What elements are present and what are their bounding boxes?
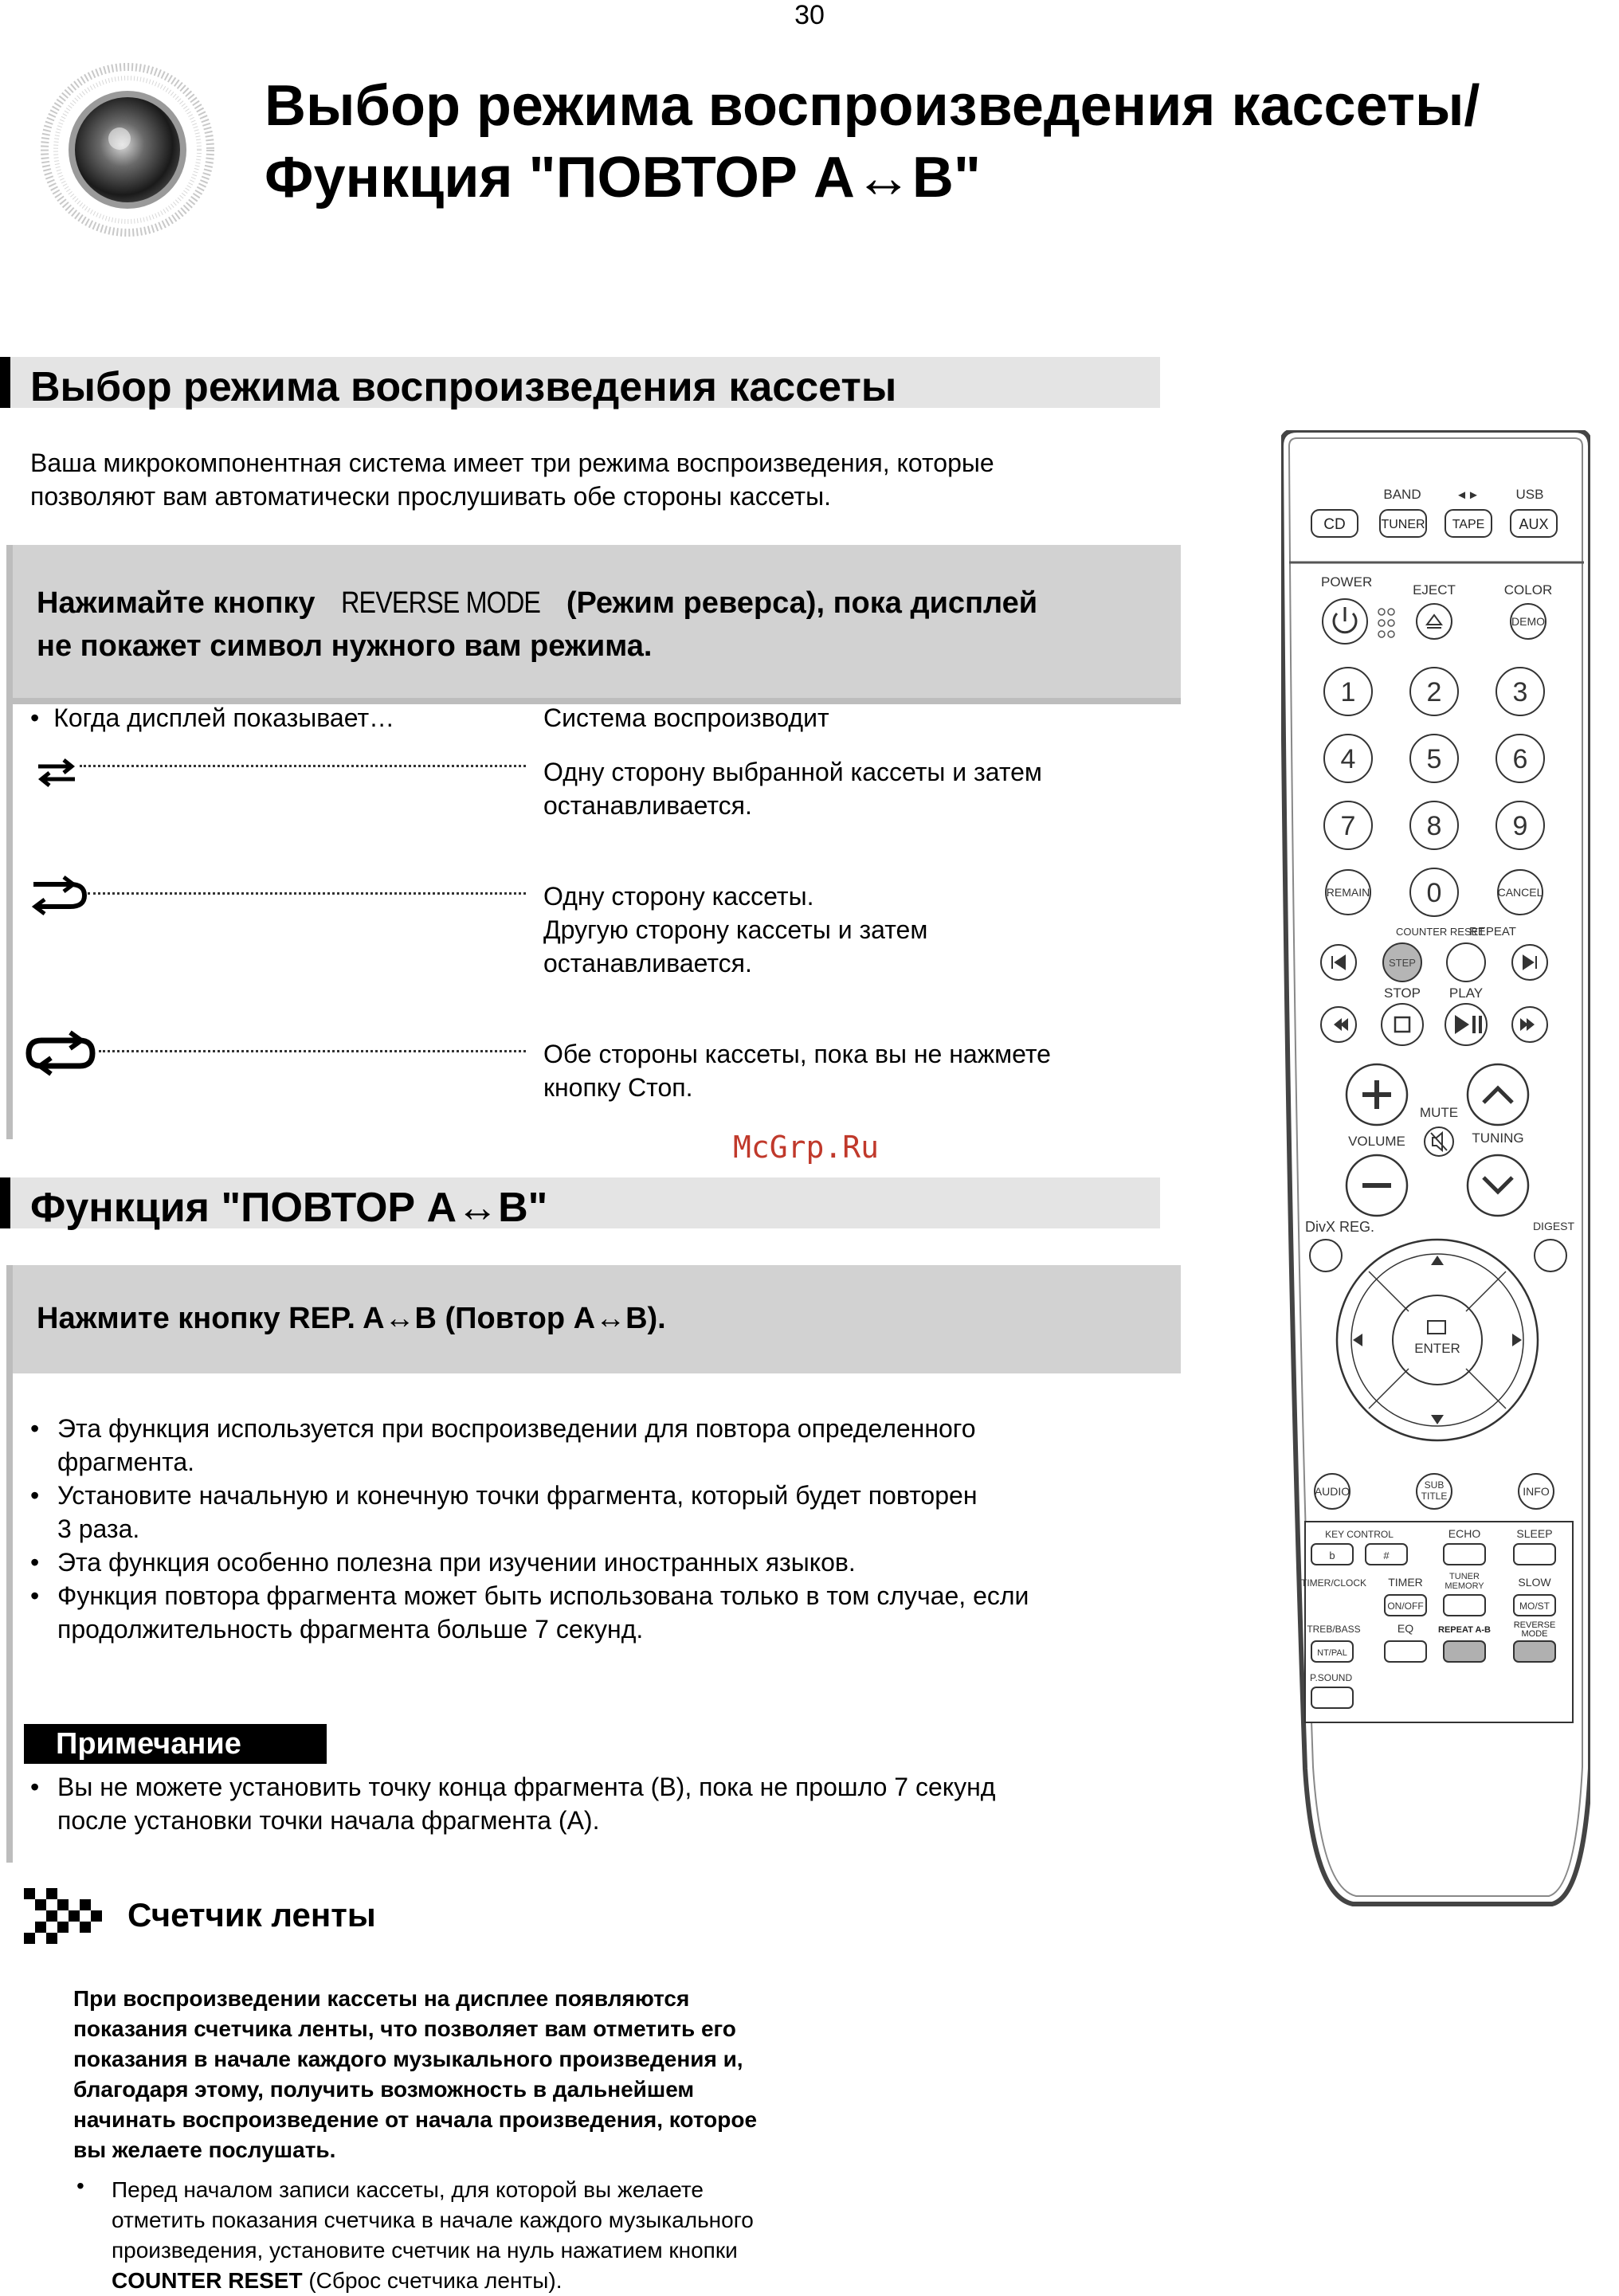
speaker-icon bbox=[40, 62, 215, 237]
list-item: • Эта функция особенно полезна при изучении иностранных языков. bbox=[24, 1546, 1171, 1579]
nt-pal-button: NT/PAL bbox=[1317, 1648, 1347, 1658]
digit-6: 6 bbox=[1512, 744, 1528, 774]
section-heading-playback-mode: Выбор режима воспроизведения кассеты bbox=[0, 357, 1160, 408]
tape-button: TAPE bbox=[1452, 518, 1485, 531]
section1-intro: Ваша микрокомпонентная система имеет три режима воспроизведения, которые позволяют вам автоматически прослушивать обе стороны кассеты. bbox=[30, 449, 994, 511]
echo-label: ECHO bbox=[1448, 1527, 1481, 1540]
timer-label: TIMER bbox=[1388, 1576, 1423, 1589]
note-label: Примечание bbox=[24, 1724, 327, 1764]
digit-3: 3 bbox=[1512, 677, 1528, 707]
digit-1: 1 bbox=[1340, 677, 1356, 707]
two-sides-once-icon bbox=[29, 873, 89, 918]
digest-label: DIGEST bbox=[1532, 1220, 1575, 1232]
section1-instruction-box bbox=[13, 545, 1181, 698]
section2-bullets bbox=[24, 1412, 1171, 1646]
dotted-leader bbox=[88, 892, 526, 895]
demo-button: DEMO bbox=[1511, 615, 1545, 628]
section2-instruction-box: Нажмите кнопку REP. A↔B (Повтор A↔B). bbox=[13, 1265, 1181, 1373]
audio-button: AUDIO bbox=[1314, 1485, 1350, 1498]
mo-st-button: MO/ST bbox=[1519, 1601, 1550, 1612]
tuning-label: TUNING bbox=[1472, 1130, 1524, 1146]
pixel-arrow-icon bbox=[24, 1888, 107, 1953]
continuous-icon bbox=[22, 1029, 99, 1077]
arrows-label: ◄► bbox=[1456, 488, 1480, 502]
one-side-icon bbox=[35, 754, 80, 793]
key-sharp-button: # bbox=[1383, 1550, 1390, 1561]
subtitle-button-2: TITLE bbox=[1421, 1491, 1448, 1502]
subtitle-button: SUB bbox=[1424, 1479, 1445, 1491]
power-label: POWER bbox=[1321, 574, 1373, 590]
mute-label: MUTE bbox=[1419, 1105, 1459, 1120]
digit-8: 8 bbox=[1426, 811, 1442, 841]
remote-control bbox=[1281, 430, 1590, 1912]
stop-label: STOP bbox=[1384, 985, 1421, 1001]
dotted-leader bbox=[80, 765, 526, 767]
cd-button: CD bbox=[1323, 516, 1346, 533]
section3-bullet: Перед началом записи кассеты, для которой вы желаете отметить показания счетчика в начале каждого музыкального произведения, установите счетчик на нуль нажатием кнопки COUNTER RESET (Сброс счетчика ленты). bbox=[112, 2177, 754, 2293]
eq-label: EQ bbox=[1397, 1622, 1414, 1635]
table-header-right: Система воспроизводит bbox=[543, 703, 829, 732]
volume-label: VOLUME bbox=[1348, 1134, 1405, 1149]
bullet-dot: • bbox=[76, 2173, 84, 2198]
treb-bass-label: TREB/BASS bbox=[1307, 1624, 1361, 1635]
section2-side-line bbox=[6, 1265, 13, 1863]
slow-label: SLOW bbox=[1518, 1576, 1551, 1589]
timer-clock-label: TIMER/CLOCK bbox=[1300, 1577, 1367, 1589]
section1-instruction: Нажимайте кнопку REVERSE MODE (Режим реверса), пока дисплей не покажет символ нужного вам режима. bbox=[37, 582, 1037, 668]
key-flat-button: b bbox=[1329, 1550, 1335, 1561]
page-number: 30 bbox=[794, 0, 825, 30]
section-heading-repeat-ab: Функция "ПОВТОР A↔B" bbox=[0, 1177, 1160, 1228]
step-button: STEP bbox=[1389, 957, 1416, 969]
page-title: Выбор режима воспроизведения кассеты/ Функция "ПОВТОР A↔B" bbox=[265, 74, 1480, 210]
sleep-label: SLEEP bbox=[1516, 1527, 1553, 1540]
tuner-button: TUNER bbox=[1381, 518, 1425, 531]
usb-label: USB bbox=[1515, 487, 1544, 502]
aux-button: AUX bbox=[1519, 516, 1549, 532]
on-off-button: ON/OFF bbox=[1387, 1601, 1424, 1612]
band-label: BAND bbox=[1383, 487, 1421, 502]
color-label: COLOR bbox=[1503, 582, 1553, 598]
reverse-mode-label-2: MODE bbox=[1521, 1629, 1548, 1639]
note-text bbox=[24, 1770, 1171, 1837]
cancel-button: CANCEL bbox=[1497, 886, 1543, 899]
counter-reset-key: COUNTER RESET bbox=[112, 2268, 303, 2293]
list-item: • Функция повтора фрагмента может быть использована только в том случае, если продолжительность фрагмента больше 7 секунд. bbox=[24, 1579, 1171, 1646]
mode-description: Одну сторону выбранной кассеты и затем останавливается. bbox=[543, 758, 1042, 820]
key-control-label: KEY CONTROL bbox=[1325, 1529, 1394, 1540]
digit-4: 4 bbox=[1340, 744, 1356, 774]
list-item: • Установите начальную и конечную точки фрагмента, который будет повторен 3 раза. bbox=[24, 1479, 1171, 1546]
section3-paragraph: При воспроизведении кассеты на дисплее появляются показания счетчика ленты, что позволяет вам отметить его показания в начале каждого музыкального произведения и, благодаря этому, получить возможность в дальнейшем начинать воспроизведение от начала произведения, которое вы желаете послушать. bbox=[73, 1986, 758, 2162]
list-item: • Эта функция используется при воспроизведении для повтора определенного фрагмента. bbox=[24, 1412, 1171, 1479]
watermark: McGrp.Ru bbox=[733, 1130, 880, 1165]
tuner-memory-label-2: MEMORY bbox=[1445, 1581, 1484, 1591]
play-label: PLAY bbox=[1448, 985, 1484, 1001]
digit-2: 2 bbox=[1426, 677, 1442, 707]
info-button: INFO bbox=[1523, 1485, 1550, 1498]
counter-reset-label: COUNTER RESET bbox=[1396, 926, 1485, 938]
enter-button: ENTER bbox=[1414, 1341, 1460, 1356]
p-sound-label: P.SOUND bbox=[1310, 1672, 1353, 1683]
reverse-mode-label: REVERSE bbox=[1513, 1620, 1556, 1630]
eject-label: EJECT bbox=[1413, 582, 1456, 598]
divx-label: DivX REG. bbox=[1305, 1219, 1375, 1235]
digit-0: 0 bbox=[1426, 878, 1442, 908]
section3-heading: Счетчик ленты bbox=[127, 1896, 376, 1934]
list-item: • Вы не можете установить точку конца фрагмента (B), пока не прошло 7 секунд после установки точки начала фрагмента (A). bbox=[24, 1770, 1171, 1837]
table-header-left: • Когда дисплей показывает… bbox=[30, 703, 395, 732]
section1-side-line bbox=[6, 545, 13, 1139]
digit-5: 5 bbox=[1426, 744, 1442, 774]
reverse-mode-key: REVERSE MODE bbox=[341, 586, 541, 620]
remain-button: REMAIN bbox=[1326, 886, 1370, 899]
dotted-leader bbox=[99, 1050, 526, 1052]
digit-7: 7 bbox=[1340, 811, 1356, 841]
repeat-ab-label: REPEAT A-B bbox=[1438, 1625, 1491, 1635]
repeat-label: REPEAT bbox=[1469, 925, 1516, 938]
mode-description: Обе стороны кассеты, пока вы не нажмете кнопку Стоп. bbox=[543, 1040, 1051, 1102]
mode-description: Одну сторону кассеты. Другую сторону кассеты и затем останавливается. bbox=[543, 882, 928, 978]
tuner-memory-label: TUNER bbox=[1449, 1572, 1480, 1581]
digit-9: 9 bbox=[1512, 811, 1528, 841]
